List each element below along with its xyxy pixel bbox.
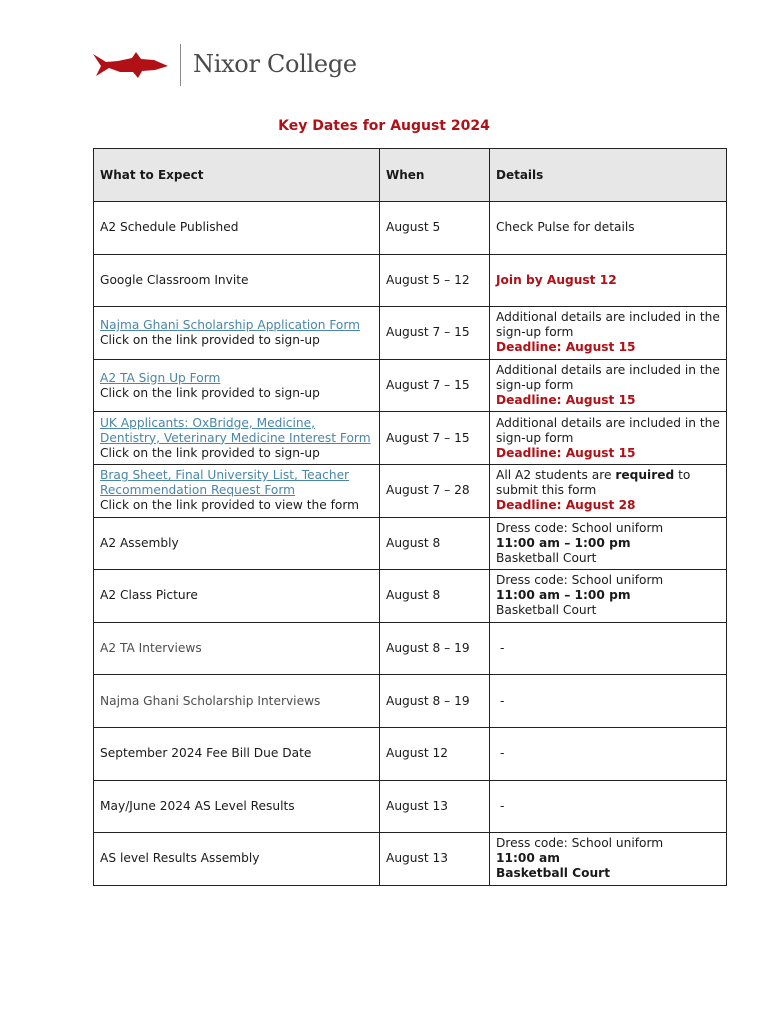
brag-sheet-form-link[interactable]: Brag Sheet, Final University List, Teacher Recommendation Request Form: [100, 468, 350, 498]
details-cell: [490, 254, 727, 307]
table-row: [94, 675, 727, 728]
details-cell: [490, 464, 727, 517]
when-cell: August 8: [380, 570, 490, 623]
dress-code-text: Dress code: School uniform: [496, 573, 664, 588]
details-cell: -: [490, 622, 727, 675]
when-cell: August 7 – 28: [380, 464, 490, 517]
table-row: [94, 307, 727, 360]
event-cell: [94, 412, 380, 465]
table-row: [94, 622, 727, 675]
details-cell: [490, 412, 727, 465]
time-text: 11:00 am: [496, 851, 560, 866]
when-cell: August 7 – 15: [380, 359, 490, 412]
when-cell: August 8 – 19: [380, 622, 490, 675]
header-divider: [180, 44, 181, 86]
deadline-text: Deadline: August 15: [496, 393, 636, 408]
required-text: required: [615, 468, 675, 483]
table-row: [94, 570, 727, 623]
details-text: All A2 students are: [496, 468, 616, 483]
when-cell: August 13: [380, 833, 490, 886]
dress-code-text: Dress code: School uniform: [496, 520, 664, 535]
event-cell: September 2024 Fee Bill Due Date: [94, 727, 380, 780]
details-text: Additional details are included in the sign-up form: [496, 310, 720, 340]
table-row: [94, 254, 727, 307]
details-cell: [490, 517, 727, 570]
event-note: Click on the link provided to sign-up: [100, 332, 320, 347]
place-text: Basketball Court: [496, 866, 611, 881]
column-header-what: What to Expect: [94, 149, 380, 202]
event-cell: [94, 359, 380, 412]
details-cell: -: [490, 675, 727, 728]
details-cell: -: [490, 780, 727, 833]
when-cell: August 8: [380, 517, 490, 570]
place-text: Basketball Court: [496, 550, 597, 565]
table-header-row: [94, 149, 727, 202]
key-dates-table: [93, 148, 727, 886]
table-row: [94, 464, 727, 517]
event-cell: AS level Results Assembly: [94, 833, 380, 886]
details-text-post: to submit this form: [496, 468, 691, 498]
details-cell: [490, 359, 727, 412]
header: [92, 40, 392, 90]
event-note: Click on the link provided to sign-up: [100, 385, 320, 400]
event-cell: Google Classroom Invite: [94, 254, 380, 307]
table-row: [94, 359, 727, 412]
deadline-text: Join by August 12: [496, 272, 617, 287]
details-text: Additional details are included in the sign-up form: [496, 415, 720, 445]
page-title: Key Dates for August 2024: [278, 118, 490, 134]
table-row: [94, 517, 727, 570]
shark-logo-icon: [92, 50, 170, 80]
place-text: Basketball Court: [496, 603, 597, 618]
time-text: 11:00 am – 1:00 pm: [496, 588, 631, 603]
event-cell: [94, 307, 380, 360]
when-cell: August 8 – 19: [380, 675, 490, 728]
details-cell: -: [490, 727, 727, 780]
when-cell: August 5 – 12: [380, 254, 490, 307]
event-cell: Najma Ghani Scholarship Interviews: [94, 675, 380, 728]
when-cell: August 5: [380, 202, 490, 255]
table-row: [94, 780, 727, 833]
when-cell: August 7 – 15: [380, 307, 490, 360]
uk-applicants-form-link[interactable]: UK Applicants: OxBridge, Medicine, Dentistry, Veterinary Medicine Interest Form: [100, 415, 371, 445]
table-row: [94, 412, 727, 465]
event-note: Click on the link provided to sign-up: [100, 445, 320, 460]
details-text: Additional details are included in the sign-up form: [496, 363, 720, 393]
event-cell: A2 Schedule Published: [94, 202, 380, 255]
details-cell: [490, 570, 727, 623]
column-header-when: When: [380, 149, 490, 202]
details-cell: Check Pulse for details: [490, 202, 727, 255]
event-cell: A2 TA Interviews: [94, 622, 380, 675]
event-cell: A2 Assembly: [94, 517, 380, 570]
event-note: Click on the link provided to view the form: [100, 498, 359, 513]
ta-signup-form-link[interactable]: A2 TA Sign Up Form: [100, 370, 221, 385]
event-cell: [94, 464, 380, 517]
scholarship-form-link[interactable]: Najma Ghani Scholarship Application Form: [100, 317, 361, 332]
college-name: Nixor College: [193, 50, 357, 78]
event-cell: A2 Class Picture: [94, 570, 380, 623]
table-row: [94, 202, 727, 255]
time-text: 11:00 am – 1:00 pm: [496, 535, 631, 550]
details-cell: [490, 833, 727, 886]
column-header-details: Details: [490, 149, 727, 202]
when-cell: August 12: [380, 727, 490, 780]
dress-code-text: Dress code: School uniform: [496, 836, 664, 851]
event-cell: May/June 2024 AS Level Results: [94, 780, 380, 833]
deadline-text: Deadline: August 15: [496, 340, 636, 355]
table-row: [94, 833, 727, 886]
when-cell: August 7 – 15: [380, 412, 490, 465]
when-cell: August 13: [380, 780, 490, 833]
deadline-text: Deadline: August 15: [496, 445, 636, 460]
table-row: [94, 727, 727, 780]
deadline-text: Deadline: August 28: [496, 498, 636, 513]
details-cell: [490, 307, 727, 360]
